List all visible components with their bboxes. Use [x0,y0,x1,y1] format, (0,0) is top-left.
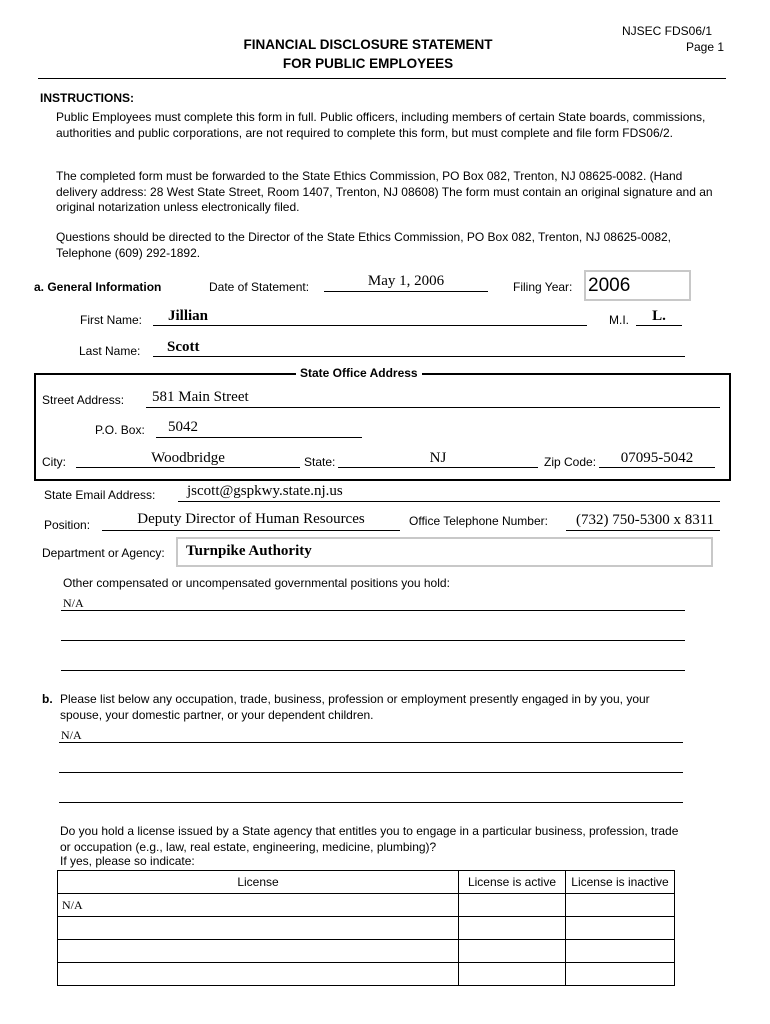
table-row [58,917,675,940]
last-name-underline [153,356,685,357]
phone-underline [566,530,720,531]
other-positions-line-2 [61,640,685,641]
last-name-label: Last Name: [79,344,141,358]
license-cell[interactable] [58,963,459,986]
department-box[interactable] [176,537,713,567]
section-b-value[interactable]: N/A [61,728,82,742]
instructions-para2: The completed form must be forwarded to the State Ethics Commission, PO Box 082, Trenton, NJ 08625-0082. (Hand delivery address: 28 West State Street, Room 1407, Trenton, NJ 08608) The form must contain an original signature and an original notarization unless electronically filed. [56,169,713,214]
last-name-field[interactable]: Scott [167,339,200,355]
city-underline [76,467,300,468]
street-label: Street Address: [42,393,125,407]
section-b-marker: b. [42,692,53,706]
license-table [57,870,675,986]
form-title-line1: FINANCIAL DISCLOSURE STATEMENT [243,37,493,52]
street-underline [146,407,720,408]
first-name-field[interactable]: Jillian [168,308,209,324]
office-address-title: State Office Address [296,366,422,380]
license-inactive-header: License is inactive [566,871,675,894]
section-b-line-2 [59,772,683,773]
table-row [58,940,675,963]
zip-underline [599,467,715,468]
department-value: Turnpike Authority [186,543,312,559]
other-positions-label: Other compensated or uncompensated governmental positions you hold: [63,576,450,590]
state-field[interactable]: NJ [429,450,447,466]
table-row [58,963,675,986]
instructions-heading: INSTRUCTIONS: [40,91,134,105]
instructions-para1: Public Employees must complete this form in full. Public officers, including members of certain State boards, commissions, authorities and public corporations, are not required to complete this form, but must complete and file form FDS06/2. [56,110,706,140]
header-rule [38,78,726,79]
position-underline [102,530,400,531]
position-field[interactable]: Deputy Director of Human Resources [137,511,365,527]
license-table-header [58,871,675,894]
date-of-statement-label: Date of Statement: [209,280,310,294]
street-field[interactable]: 581 Main Street [152,389,249,405]
city-label: City: [42,455,66,469]
license-active-cell[interactable] [459,963,566,986]
po-box-field[interactable]: 5042 [168,419,198,435]
department-label: Department or Agency: [42,546,165,560]
zip-label: Zip Code: [544,455,597,469]
license-cell[interactable]: N/A [58,894,459,917]
license-cell[interactable] [58,940,459,963]
city-field[interactable]: Woodbridge [151,450,225,466]
license-question: Do you hold a license issued by a State agency that entitles you to engage in a particular business, profession, trade or occupation (e.g., law, real estate, engineering, medicine, plumbing)? [60,824,679,854]
license-inactive-cell[interactable] [566,917,675,940]
license-active-cell[interactable] [459,917,566,940]
form-id: NJSEC FDS06/1 [622,24,713,38]
zip-field[interactable]: 07095-5042 [620,450,694,466]
license-header: License [58,871,459,894]
filing-year-box[interactable] [584,270,691,301]
email-underline [178,501,720,502]
first-name-underline [153,325,587,326]
office-phone-label: Office Telephone Number: [409,514,548,528]
mi-label: M.I. [609,313,629,327]
other-positions-value[interactable]: N/A [63,596,84,610]
page-number: Page 1 [686,40,725,54]
office-phone-field[interactable]: (732) 750-5300 x 8311 [576,512,715,528]
po-box-label: P.O. Box: [95,423,145,437]
other-positions-line-3 [61,670,685,671]
date-underline [324,291,488,292]
license-active-cell[interactable] [459,894,566,917]
email-field[interactable]: jscott@gspkwy.state.nj.us [187,483,343,499]
section-b-line-3 [59,802,683,803]
license-inactive-cell[interactable] [566,894,675,917]
email-label: State Email Address: [44,488,156,502]
position-label: Position: [44,518,91,532]
instructions-para3: Questions should be directed to the Director of the State Ethics Commission, PO Box 082, Trenton, NJ 08625-0082, Telephone (609) 292-1892. [56,230,671,260]
form-title-line2: FOR PUBLIC EMPLOYEES [282,56,454,71]
section-b-line-1 [59,742,683,743]
date-of-statement-field[interactable]: May 1, 2006 [367,273,445,289]
license-cell[interactable] [58,917,459,940]
first-name-label: First Name: [80,313,143,327]
license-active-header: License is active [459,871,566,894]
section-b-text: Please list below any occupation, trade, business, profession or employment presently engaged in by you, your spouse, your domestic partner, or your dependent children. [60,692,650,722]
table-row [58,894,675,917]
section-a-label: a. General Information [34,280,162,294]
license-indicate: If yes, please so indicate: [60,854,195,868]
state-label: State: [304,455,336,469]
filing-year-value: 2006 [588,275,631,296]
state-underline [338,467,538,468]
filing-year-label: Filing Year: [513,280,573,294]
license-inactive-cell[interactable] [566,963,675,986]
po-box-underline [156,437,362,438]
license-inactive-cell[interactable] [566,940,675,963]
other-positions-line-1 [61,610,685,611]
mi-underline [636,325,682,326]
license-active-cell[interactable] [459,940,566,963]
mi-field[interactable]: L. [652,308,666,324]
